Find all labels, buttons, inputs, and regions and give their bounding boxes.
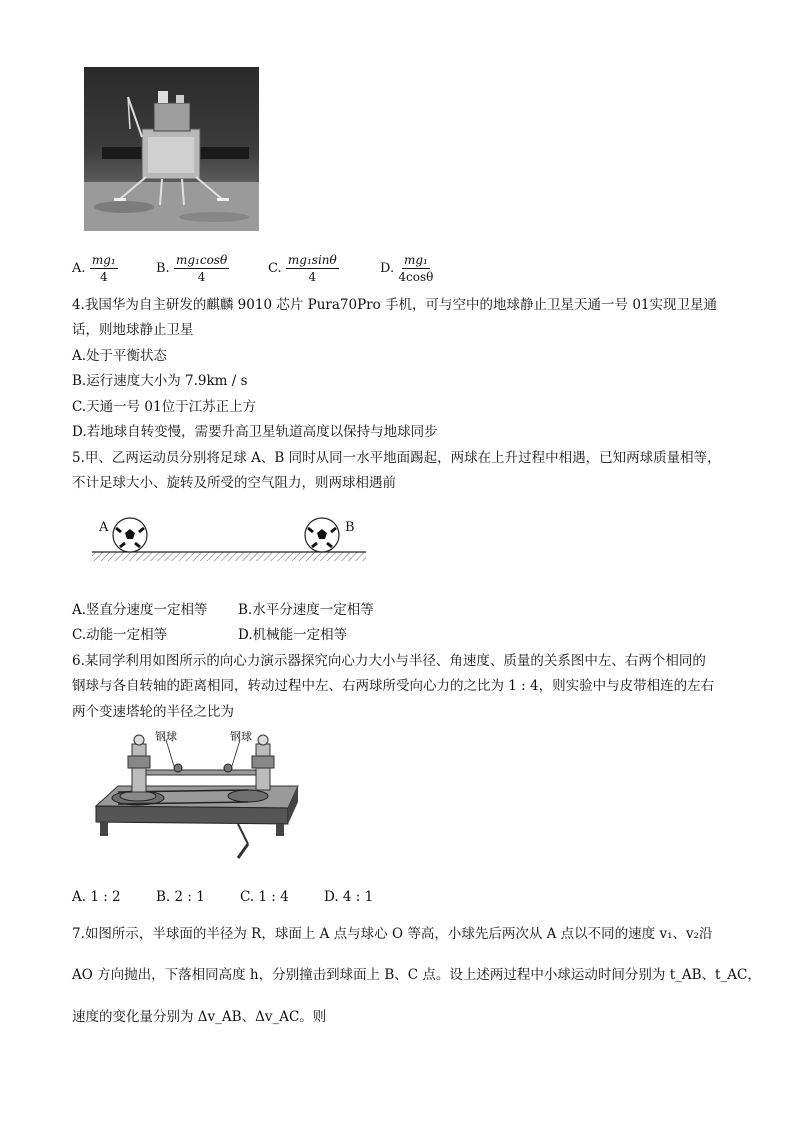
ball-b-label: B xyxy=(345,520,355,535)
ball-a-label: A xyxy=(99,520,109,535)
q3-option-c: C. $\frac{\text{mg₁sinθ}}{4}$ xyxy=(268,253,337,284)
q6-option-b: B. 2 : 1 xyxy=(156,889,205,905)
q5-figure-ground-balls xyxy=(88,510,370,570)
lunar-lander-photo xyxy=(84,67,259,231)
q4-option-a: A.处于平衡状态 xyxy=(72,348,168,364)
q4-option-c: C.天通一号 01位于江苏正上方 xyxy=(72,399,257,415)
q7-stem: 7.如图所示，半球面的半径为 R，球面上 A 点与球心 O 等高，小球先后两次从 A 点以不同的速度 v₁、v₂沿 xyxy=(72,926,713,942)
q6-stem: 6.某同学利用如图所示的向心力演示器探究向心力大小与半径、角速度、质量的关系图中左、右两个相同的 xyxy=(72,653,706,669)
q6-stem-cont2: 两个变速塔轮的半径之比为 xyxy=(72,704,234,720)
soccer-ball-a-icon xyxy=(113,518,147,552)
centripetal-force-apparatus-figure xyxy=(88,726,303,866)
fraction: $\frac{\text{mg₁sinθ}}{4}$ xyxy=(287,253,337,284)
q5-option-d: D.机械能一定相等 xyxy=(238,627,348,643)
q4-option-b: B.运行速度大小为 7.9km / s xyxy=(72,373,248,389)
q6-stem-cont: 钢球与各自转轴的距离相同，转动过程中左、右两球所受向心力的之比为 1 : 4，则实验中与皮带相连的左右 xyxy=(72,678,715,694)
q5-stem: 5.甲、乙两运动员分别将足球 A、B 同时从同一水平地面踢起，两球在上升过程中相遇，已知两球质量相等， xyxy=(72,450,721,466)
fraction: $\frac{\text{mg₁}}{4}$ xyxy=(91,253,116,284)
q3-option-d: D. $\frac{\text{mg₁}}{4\cos\theta}$ xyxy=(380,253,434,284)
q4-option-d: D.若地球自转变慢，需要升高卫星轨道高度以保持与地球同步 xyxy=(72,424,438,440)
fraction: $\frac{\text{mg₁}}{4\cos\theta}$ xyxy=(398,253,434,284)
q6-option-a: A. 1 : 2 xyxy=(72,889,121,905)
q3-option-a: A. $\frac{\text{mg₁}}{4}$ xyxy=(72,253,116,284)
q7-stem-cont: AO 方向抛出，下落相同高度 h，分别撞击到球面上 B、C 点。设上述两过程中小球运动时间分别为 t_AB、t_AC， xyxy=(72,967,761,983)
q5-option-a: A.竖直分速度一定相等 xyxy=(72,602,208,618)
q7-stem-cont2: 速度的变化量分别为 Δv_AB、Δv_AC。则 xyxy=(72,1009,327,1025)
q5-option-b: B.水平分速度一定相等 xyxy=(238,602,374,618)
q5-stem-cont: 不计足球大小、旋转及所受的空气阻力，则两球相遇前 xyxy=(72,475,396,491)
fraction: $\frac{\text{mg₁cosθ}}{4}$ xyxy=(175,253,228,284)
q4-stem: 4.我国华为自主研发的麒麟 9010 芯片 Pura70Pro 手机，可与空中的地球静止卫星天通一号 01实现卫星通 xyxy=(72,297,717,313)
q4-stem-cont: 话，则地球静止卫星 xyxy=(72,322,194,338)
q6-option-c: C. 1 : 4 xyxy=(240,889,289,905)
q3-option-b: B. $\frac{\text{mg₁cosθ}}{4}$ xyxy=(156,253,228,284)
q6-option-d: D. 4 : 1 xyxy=(324,889,374,905)
steel-ball-right-label: 钢球 xyxy=(230,730,252,743)
q5-option-c: C.动能一定相等 xyxy=(72,627,168,643)
soccer-ball-b-icon xyxy=(305,518,339,552)
steel-ball-left-label: 钢球 xyxy=(155,730,177,743)
